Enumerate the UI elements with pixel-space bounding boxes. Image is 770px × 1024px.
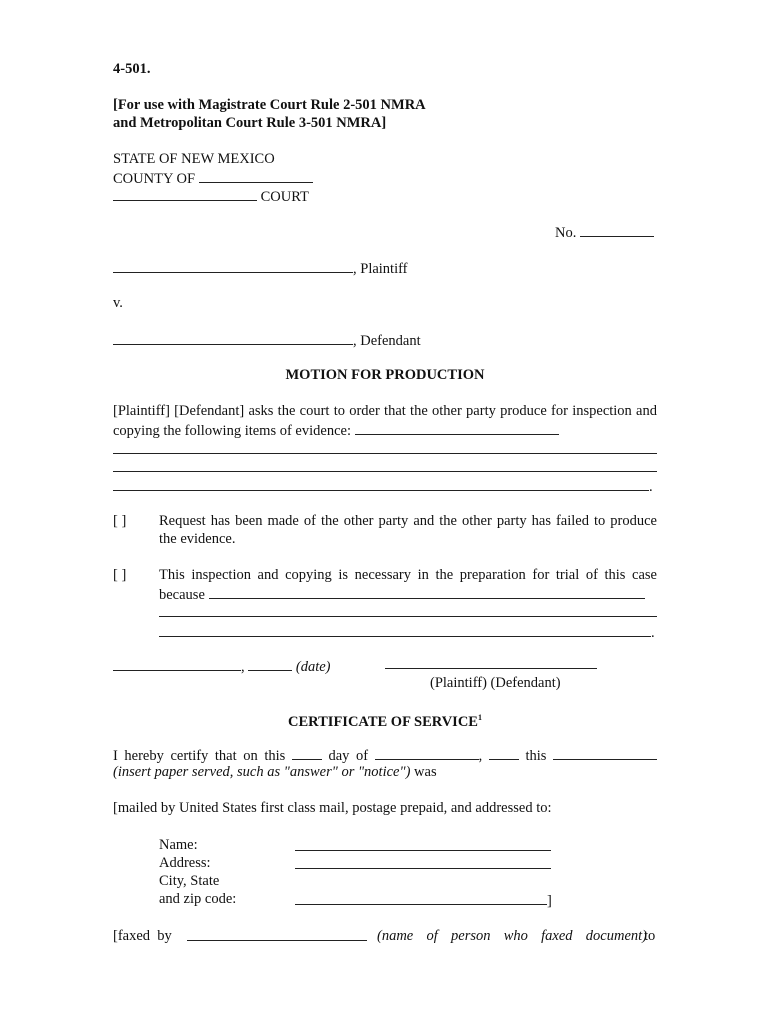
address-label-name: Name: (159, 837, 198, 853)
checkbox-option1[interactable]: [ ] (113, 513, 127, 529)
reason-line-2[interactable] (159, 616, 657, 617)
certificate-title-wrap (113, 709, 657, 731)
certify-month-field[interactable] (375, 745, 479, 760)
plaintiff-label: , Plaintiff (353, 261, 408, 277)
certify-comma: , (478, 748, 483, 764)
defendant-label: , Defendant (353, 333, 421, 349)
insert-note: (insert paper served, such as "answer" or "notice") (113, 764, 411, 780)
motion-text-line2 (113, 420, 559, 440)
case-number-field[interactable] (580, 222, 654, 237)
court-line (113, 186, 309, 206)
address-close-bracket: ] (547, 893, 552, 909)
address-name-field[interactable] (295, 850, 551, 851)
address-street-field[interactable] (295, 868, 551, 869)
certify-part2: day of (328, 748, 369, 764)
option1-line2: the evidence. (159, 531, 236, 547)
plaintiff-name-field[interactable] (113, 258, 353, 273)
versus: v. (113, 295, 123, 311)
address-label-city: City, State (159, 873, 220, 889)
date-line (113, 656, 331, 676)
certificate-title: CERTIFICATE OF SERVICE (288, 713, 478, 730)
defendant-name-field[interactable] (113, 330, 353, 345)
no-label: No. (555, 225, 577, 241)
evidence-period: . (649, 479, 653, 495)
date-year-field[interactable] (248, 656, 292, 671)
reason-line-3-wrap (159, 622, 655, 642)
county-field[interactable] (199, 168, 313, 183)
evidence-line-3-wrap (113, 476, 653, 496)
evidence-line-1[interactable] (113, 453, 657, 454)
reason-line-3[interactable] (159, 622, 651, 637)
insert-note-line (113, 763, 437, 781)
certify-part3: this (525, 748, 547, 764)
reason-period: . (651, 625, 655, 641)
address-label-zip: and zip code: (159, 891, 237, 907)
state-heading: STATE OF NEW MEXICO (113, 151, 275, 167)
faxed-note: (name of person who faxed document) (377, 928, 648, 944)
rule-number: 4-501. (113, 61, 151, 77)
checkbox-option2[interactable]: [ ] (113, 567, 127, 583)
date-label: (date) (295, 659, 331, 675)
faxed-by-field[interactable] (187, 940, 367, 941)
use-note-line2: and Metropolitan Court Rule 3-501 NMRA] (113, 115, 387, 131)
date-comma: , (241, 659, 245, 675)
certify-day-field[interactable] (292, 745, 322, 760)
evidence-line-3[interactable] (113, 476, 649, 491)
option2-line2 (159, 584, 645, 604)
county-line (113, 168, 313, 188)
court-name-field[interactable] (113, 186, 257, 201)
motion-text-line2-label: copying the following items of evidence: (113, 423, 351, 439)
certify-line (113, 745, 657, 765)
address-city-zip-field[interactable] (295, 890, 547, 905)
mailed-text: [mailed by United States first class mail, postage prepaid, and addressed to: (113, 800, 552, 816)
case-number-line (555, 222, 654, 242)
court-label: COURT (260, 189, 309, 205)
reason-field[interactable] (209, 584, 645, 599)
faxed-label: [faxed by (113, 928, 172, 944)
plaintiff-line (113, 258, 408, 278)
paper-served-field[interactable] (553, 745, 657, 760)
city-zip-line (295, 890, 552, 910)
motion-text-line1: [Plaintiff] [Defendant] asks the court to order that the other party produce for inspection and (113, 403, 657, 419)
certify-part1: I hereby certify that on this (113, 748, 286, 764)
use-note-line1: [For use with Magistrate Court Rule 2-501 NMRA (113, 97, 426, 113)
county-label: COUNTY OF (113, 171, 196, 187)
defendant-line (113, 330, 421, 350)
address-label-address: Address: (159, 855, 211, 871)
because-label: because (159, 587, 205, 603)
footnote-ref: 1 (477, 713, 482, 722)
signer-label: (Plaintiff) (Defendant) (430, 675, 561, 691)
option2-line1: This inspection and copying is necessary in the preparation for trial of this case (159, 567, 657, 583)
motion-title: MOTION FOR PRODUCTION (285, 367, 485, 383)
date-month-field[interactable] (113, 656, 241, 671)
faxed-to: to (644, 928, 656, 944)
signature-line[interactable] (385, 668, 597, 669)
option1-line1: Request has been made of the other party and the other party has failed to produce (159, 513, 657, 529)
evidence-items-field[interactable] (355, 420, 559, 435)
evidence-line-2[interactable] (113, 471, 657, 472)
was-label: was (414, 764, 437, 780)
certify-year-field[interactable] (489, 745, 519, 760)
